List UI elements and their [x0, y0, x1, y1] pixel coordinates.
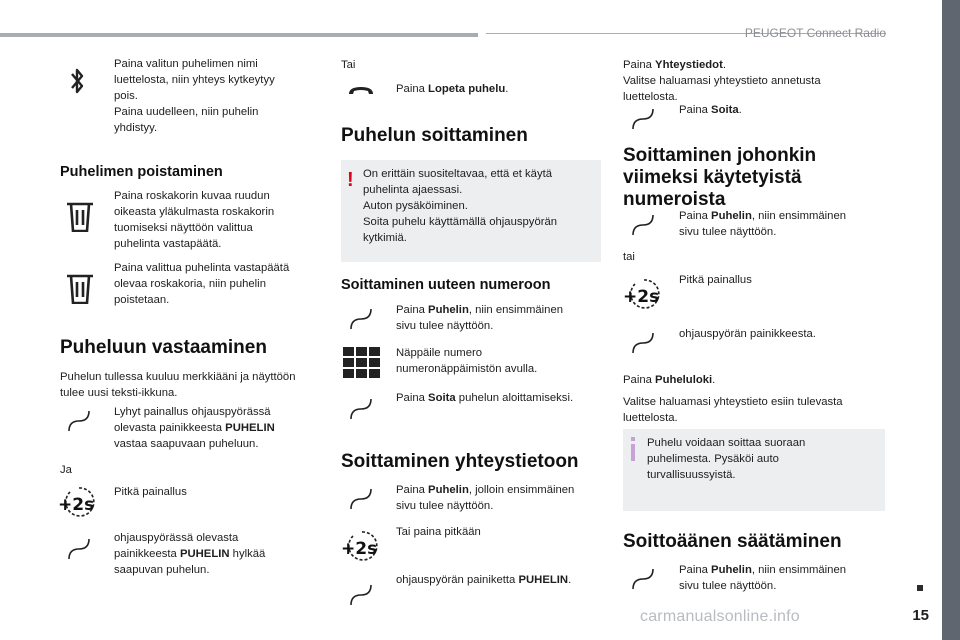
press-icon	[68, 410, 90, 432]
or-text: tai	[623, 251, 635, 263]
phone-step2-text: Paina Puhelin, jolloin ensimmäinen sivu tulee näyttöön.	[396, 484, 575, 512]
long-press-badge: +2s	[341, 539, 378, 559]
section-heading-new-number: Soittaminen uuteen numeroon	[341, 277, 551, 293]
info-text: Puhelu voidaan soittaa suoraan puhelimesta. Pysäköi auto turvallisuussyistä.	[647, 437, 806, 481]
end-call-text: Paina Lopeta puhelu.	[396, 83, 509, 95]
press-icon	[350, 488, 372, 510]
info-icon	[631, 444, 635, 461]
press-icon	[632, 214, 654, 236]
keypad-icon	[343, 347, 381, 379]
press-icon	[350, 398, 372, 420]
long-press-2s-icon	[339, 530, 385, 562]
page-header-title: PEUGEOT Connect Radio	[744, 26, 886, 40]
long-press-2s-icon	[56, 486, 102, 518]
press-icon	[632, 108, 654, 130]
and-text: Ja	[60, 464, 72, 476]
long-press-badge: +2s	[58, 495, 95, 515]
section-heading-call-contact: Soittaminen yhteystietoon	[341, 451, 579, 472]
page-number: 15	[912, 607, 929, 624]
section-heading-make-call: Puhelun soittaminen	[341, 125, 528, 146]
warning-note	[341, 160, 601, 262]
info-note	[623, 429, 885, 511]
phone-step1-text: Paina Puhelin, niin ensimmäinen sivu tulee näyttöön.	[396, 304, 564, 332]
long-press-badge: +2s	[623, 287, 660, 307]
trash-icon	[66, 200, 94, 232]
long-press-text: Tai paina pitkään	[396, 526, 481, 538]
watermark: carmanualsonline.info	[640, 608, 800, 625]
long-press-text: Pitkä painallus	[114, 486, 187, 498]
select-contact-text: Valitse haluamasi yhteystieto annetusta luettelosta.	[623, 75, 821, 103]
trash-step1-text: Paina roskakorin kuvaa ruudun oikeasta yläkulmasta roskakorin tuomiseksi näyttöön valittua puhelinta vastapäätä.	[114, 190, 275, 250]
warning-icon: !	[347, 169, 354, 191]
press-icon	[632, 568, 654, 590]
end-marker	[917, 585, 923, 591]
warning-text: On erittäin suositeltavaa, että et käytä puhelinta ajaessasi. Auton pysäköiminen. Soita puhelu käyttämällä ohjauspyörän kytkimiä.	[363, 168, 558, 244]
side-tab	[942, 0, 960, 640]
keypad-text: Näppäile numero numeronäppäimistön avulla.	[396, 347, 538, 375]
call-button-text: Paina Soita puhelun aloittamiseksi.	[396, 392, 574, 404]
reject-call-text: ohjauspyörässä olevasta painikkeesta PUHELIN hylkää saapuvan puhelun.	[114, 532, 266, 576]
contacts-text: Paina Yhteystiedot.	[623, 59, 726, 71]
press-icon	[68, 538, 90, 560]
short-press-text: Lyhyt painallus ohjauspyörässä olevasta painikkeesta PUHELIN vastaa saapuvaan puheluun.	[114, 406, 275, 450]
bluetooth-icon	[70, 66, 84, 96]
or-text: Tai	[341, 59, 356, 71]
trash-step2-text: Paina valittua puhelinta vastapäätä olevaa roskakoria, niin puhelin poistetaan.	[114, 262, 290, 306]
call-log-text: Paina Puheluloki.	[623, 374, 716, 386]
long-press-text: Pitkä painallus	[679, 274, 752, 286]
trash-icon	[66, 272, 94, 304]
phone-step-text: Paina Puhelin, niin ensimmäinen sivu tulee näyttöön.	[679, 210, 847, 238]
press-icon	[632, 332, 654, 354]
hang-up-icon	[347, 84, 375, 98]
section-heading-recent-numbers: Soittaminen johonkin viimeksi käytetyistä numeroista	[623, 145, 817, 210]
answer-intro-text: Puhelun tullessa kuuluu merkkiääni ja näyttöön tulee uusi teksti-ikkuna.	[60, 371, 296, 399]
section-heading-answer: Puheluun vastaaminen	[60, 337, 267, 358]
select-list-text: Valitse haluamasi yhteystieto esiin tulevasta luettelosta.	[623, 396, 843, 424]
call-button-text: Paina Soita.	[679, 104, 742, 116]
press-icon	[350, 308, 372, 330]
wheel-button-text: ohjauspyörän painiketta PUHELIN.	[396, 574, 572, 586]
section-heading-delete-phone: Puhelimen poistaminen	[60, 164, 223, 180]
bluetooth-disconnect-text: Paina valitun puhelimen nimi luettelosta, niin yhteys kytkeytyy pois. Paina uudelleen, niin puhelin yhdistyy.	[114, 58, 275, 134]
header-bar	[0, 33, 478, 37]
long-press-2s-icon	[621, 278, 667, 310]
wheel-button-text: ohjauspyörän painikkeesta.	[679, 328, 816, 340]
press-icon	[350, 584, 372, 606]
phone-ringtone-text: Paina Puhelin, niin ensimmäinen sivu tulee näyttöön.	[679, 564, 847, 592]
info-icon-dot	[631, 437, 635, 441]
section-heading-ringtone: Soittoäänen säätäminen	[623, 531, 842, 552]
